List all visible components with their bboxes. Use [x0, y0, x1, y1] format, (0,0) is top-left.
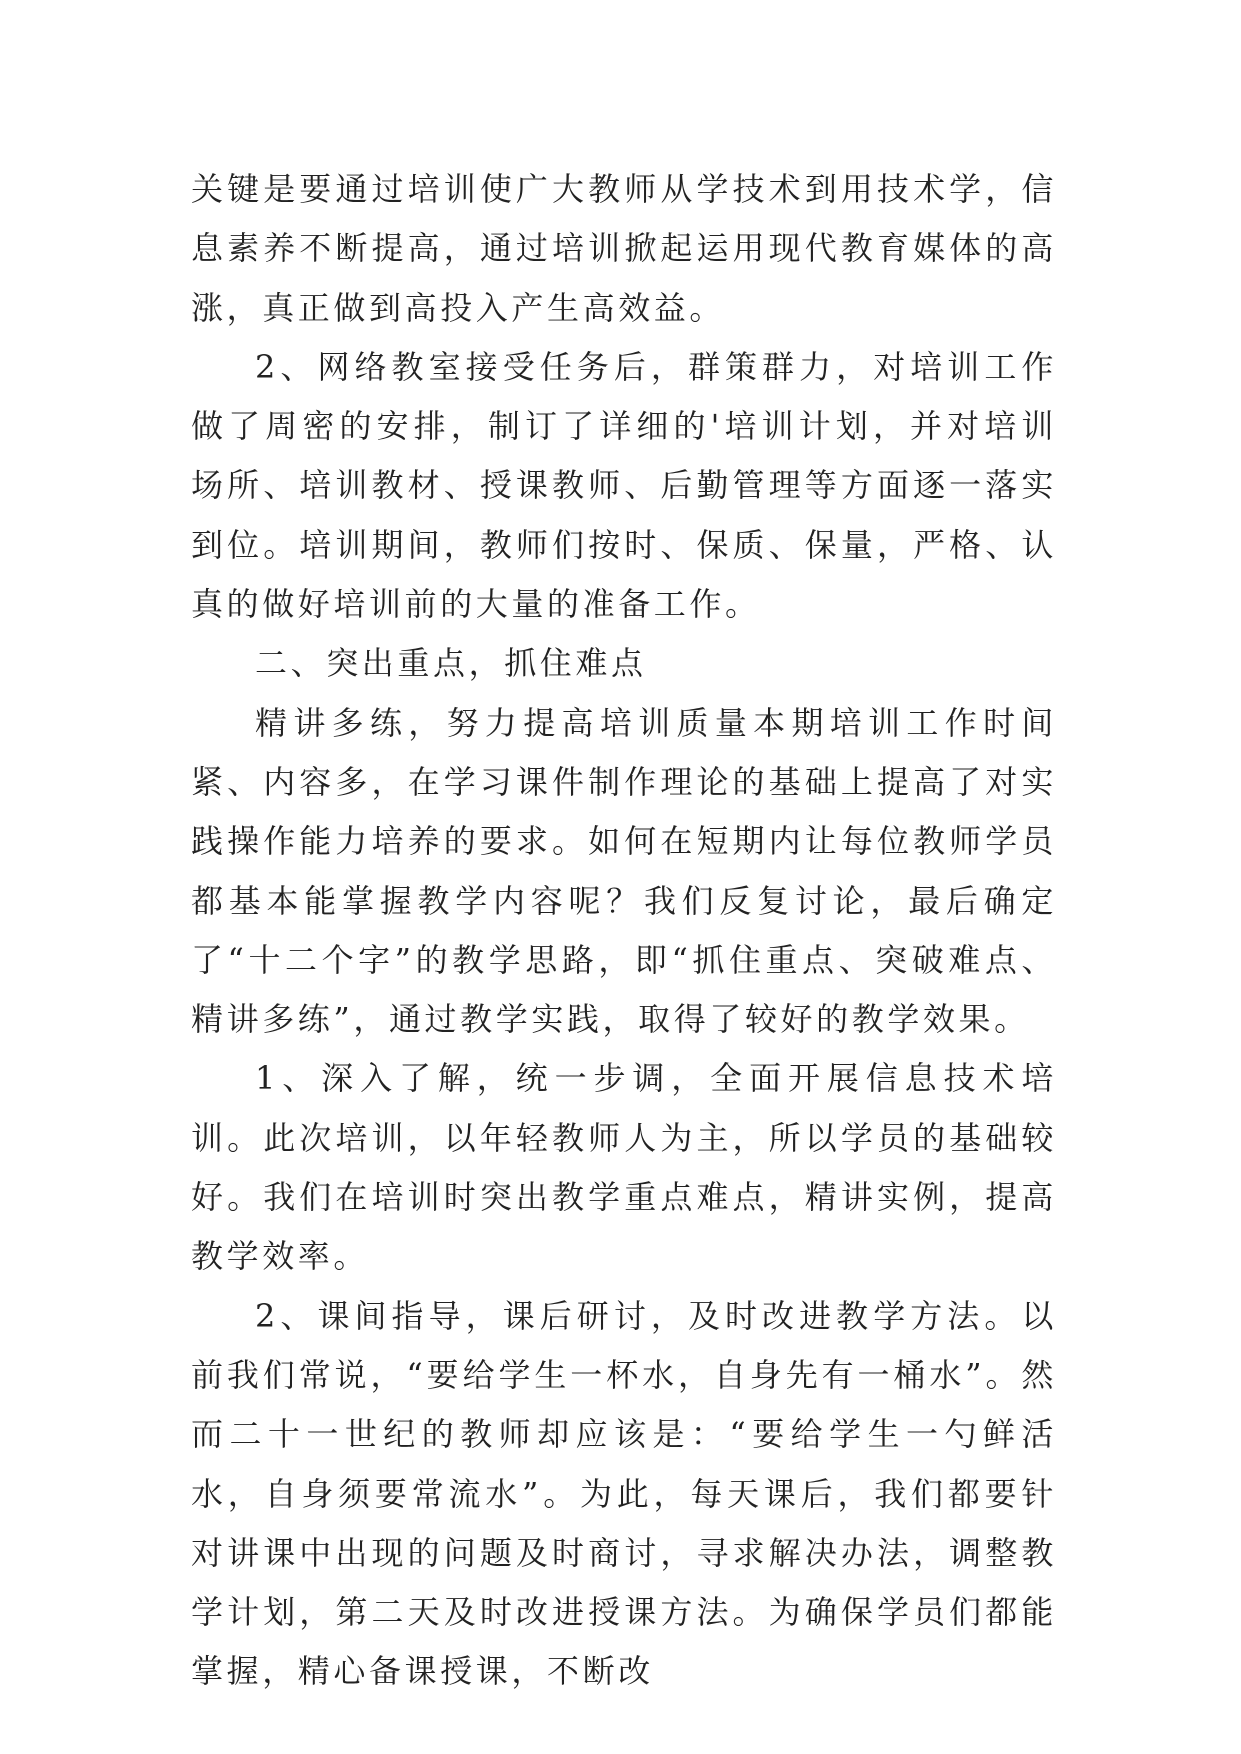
paragraph-3: 精讲多练，努力提高培训质量本期培训工作时间紧、内容多，在学习课件制作理论的基础上提高了对实践操作能力培养的要求。如何在短期内让每位教师学员都基本能掌握教学内容呢？我们反复讨论，最后确定了“十二个字”的教学思路，即“抓住重点、突破难点、精讲多练”，通过教学实践，取得了较好的教学效果。	[191, 703, 1057, 1039]
document-body	[191, 160, 1057, 1702]
section-heading: 二、突出重点，抓住难点	[255, 644, 647, 683]
paragraph-5: 2、课间指导，课后研讨，及时改进教学方法。以前我们常说，“要给学生一杯水，自身先有一桶水”。然而二十一世纪的教师却应该是：“要给学生一勺鲜活水，自身须要常流水”。为此，每天课后，我们都要针对讲课中出现的问题及时商讨，寻求解决办法，调整教学计划，第二天及时改进授课方法。为确保学员们都能掌握，精心备课授课，不断改	[191, 1296, 1057, 1691]
paragraph-1: 关键是要通过培训使广大教师从学技术到用技术学，信息素养不断提高，通过培训掀起运用现代教育媒体的高涨，真正做到高投入产生高效益。	[191, 170, 1057, 327]
paragraph-4: 1、深入了解，统一步调，全面开展信息技术培训。此次培训，以年轻教师人为主，所以学员的基础较好。我们在培训时突出教学重点难点，精讲实例，提高教学效率。	[191, 1059, 1057, 1276]
paragraph-2: 2、网络教室接受任务后，群策群力，对培训工作做了周密的安排，制订了详细的'培训计划，并对培训场所、培训教材、授课教师、后勤管理等方面逐一落实到位。培训期间，教师们按时、保质、保量，严格、认真的做好培训前的大量的准备工作。	[191, 347, 1057, 624]
